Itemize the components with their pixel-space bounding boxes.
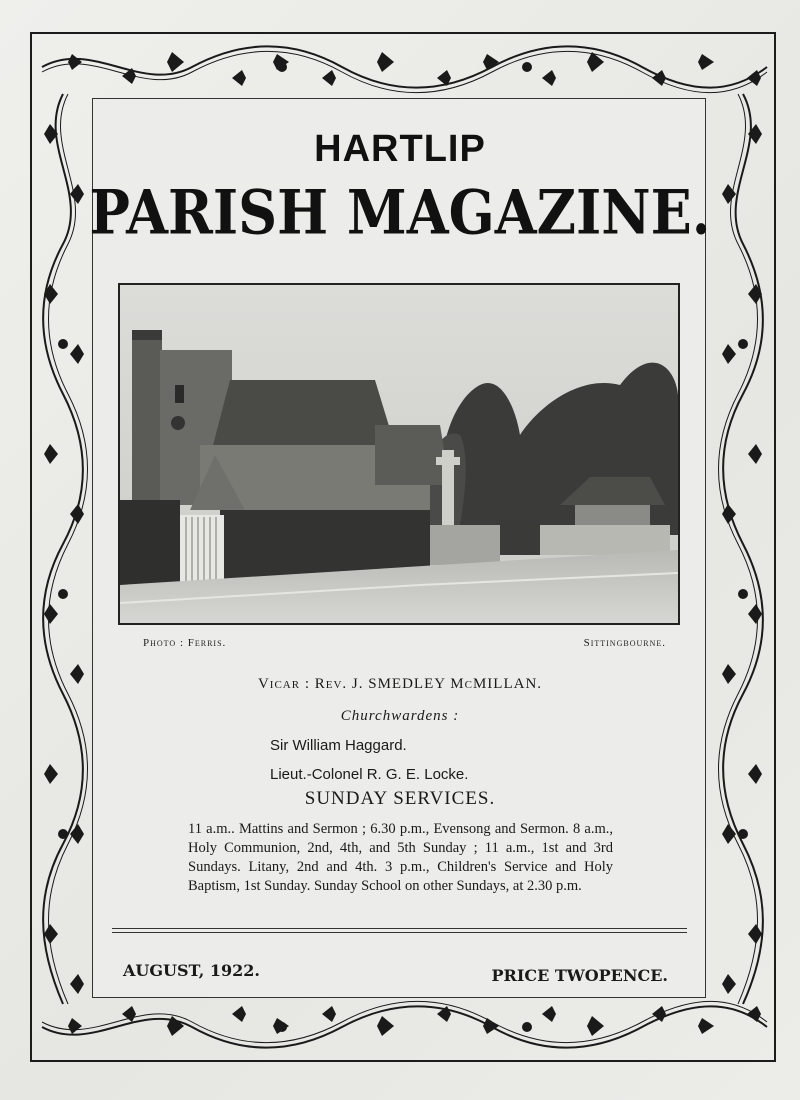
churchwarden-2: Lieut.-Colonel R. G. E. Locke. (270, 766, 469, 783)
photo-credit: Photo : Ferris. (143, 637, 227, 649)
village-name: HARTLIP (314, 128, 486, 170)
issue-date: AUGUST, 1922. (123, 961, 260, 980)
churchwardens-label: Churchwardens : (340, 708, 460, 724)
services-heading: SUNDAY SERVICES. (304, 788, 496, 809)
divider-line (112, 932, 687, 933)
vicar-line: Vicar : Rev. J. SMEDLEY McMILLAN. (257, 676, 543, 692)
floral-border-top (32, 34, 774, 100)
services-paragraph: 11 a.m.. Mattins and Sermon ; 6.30 p.m., Evensong and Sermon. 8 a.m., Holy Communion, 2nd, 4th, and 5th Sunday ; 11 a.m., 1st and 3rd Sundays. Litany, 2nd and 4th. 3 p.m., Children's Service and Holy Baptism, 1st Sunday. Sunday School on other Sundays, at 2.30 p.m. (188, 821, 613, 894)
divider-line (112, 928, 687, 929)
photo-location: Sittingbourne. (583, 637, 666, 649)
churchwarden-1: Sir William Haggard. (270, 737, 407, 754)
church-scene-image (120, 285, 678, 623)
magazine-title: PARISH MAGAZINE. (89, 176, 711, 248)
issue-price: PRICE TWOPENCE. (491, 966, 668, 985)
church-photograph (118, 283, 680, 625)
floral-border-bottom (32, 994, 774, 1060)
